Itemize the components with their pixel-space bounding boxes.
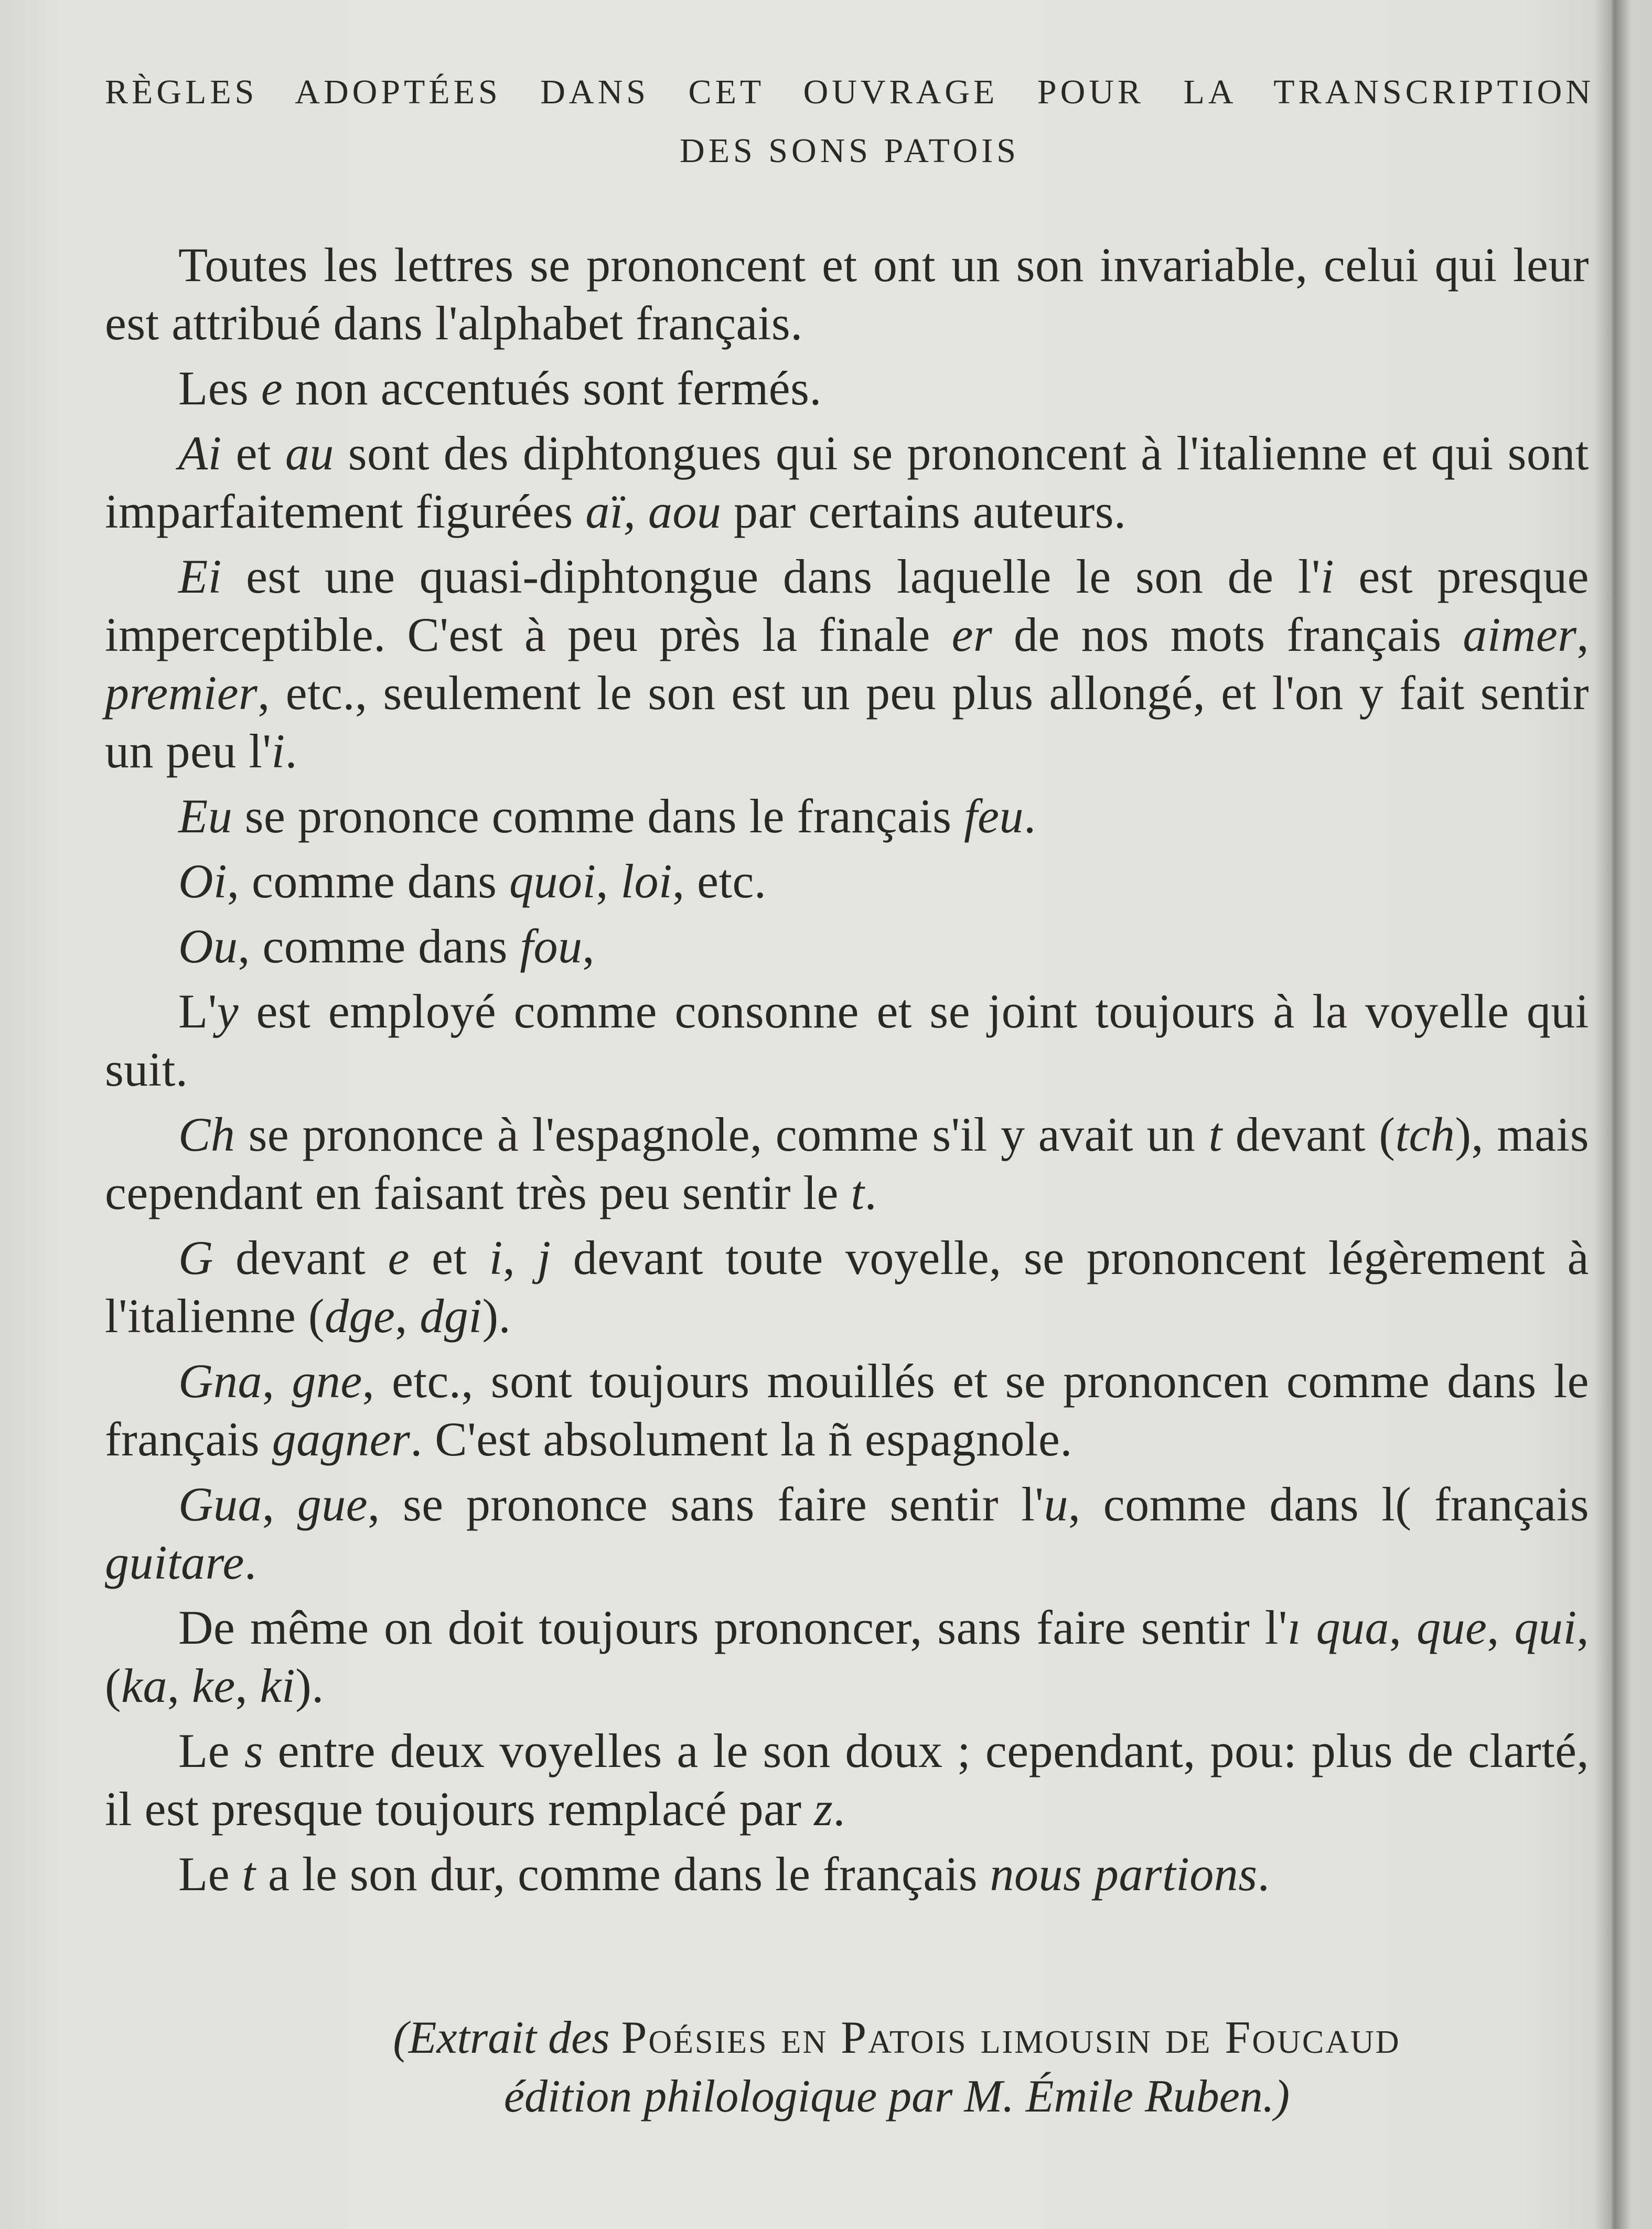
- citation-edition: édition philologique par M. Émile Ruben.): [503, 2071, 1290, 2122]
- italic-term: que: [1417, 1601, 1487, 1654]
- italic-term: i: [489, 1231, 503, 1284]
- text-run: sont des diphtongues qui se prononcent à l'italienne et qui sont imparfaitement figurées: [105, 426, 1589, 538]
- italic-term: aimer: [1463, 608, 1577, 661]
- text-run: .: [1024, 789, 1036, 843]
- text-run: [1301, 1601, 1316, 1654]
- text-run: et: [221, 426, 285, 480]
- rule-paragraph: [105, 982, 1589, 1099]
- rule-paragraph: [105, 1475, 1589, 1592]
- italic-term: u: [1044, 1477, 1068, 1531]
- text-run: ,: [502, 1231, 538, 1284]
- text-run: ), mais cependant en faisant très peu sentir le: [105, 1108, 1590, 1219]
- rule-paragraph: [105, 1845, 1589, 1903]
- text-run: ).: [295, 1659, 324, 1712]
- italic-term: gue: [297, 1477, 368, 1531]
- italic-term: e: [261, 361, 283, 415]
- text-run: et: [409, 1231, 489, 1284]
- rule-paragraph: [105, 1352, 1589, 1469]
- italic-term: feu: [964, 789, 1024, 843]
- italic-term: loi: [620, 854, 673, 908]
- italic-term: nous partions: [990, 1847, 1258, 1901]
- text-run: devant: [213, 1231, 388, 1284]
- text-run: ,: [235, 1659, 260, 1712]
- italic-term: Ei: [178, 550, 222, 603]
- text-run: ,: [262, 1477, 297, 1531]
- heading-line-2: DES SONS PATOIS: [680, 132, 1020, 170]
- citation-work-title: Poésies en Patois limousin de Foucaud: [621, 2012, 1401, 2063]
- text-run: par certains auteurs.: [721, 485, 1127, 538]
- text-run: , se prononce sans faire sentir l': [368, 1477, 1044, 1531]
- italic-term: gne: [292, 1354, 362, 1408]
- text-run: non accentués sont fermés.: [283, 361, 822, 415]
- text-run: Les: [178, 361, 261, 415]
- italic-term: i: [1320, 550, 1335, 603]
- italic-term: z: [814, 1782, 833, 1836]
- italic-term: Eu: [178, 789, 233, 843]
- text-run: .: [244, 1536, 257, 1589]
- italic-term: t: [1208, 1108, 1222, 1161]
- italic-term: Oi: [178, 854, 227, 908]
- italic-term: er: [951, 608, 993, 661]
- heading-line-1: RÈGLES ADOPTÉES DANS CET OUVRAGE POUR LA TRANSCRIPTION: [105, 73, 1594, 111]
- italic-term: Ai: [178, 426, 222, 480]
- italic-term: quoi: [509, 854, 596, 908]
- text-run: a le son dur, comme dans le français: [255, 1847, 990, 1901]
- text-run: .: [1257, 1847, 1270, 1901]
- text-run: ,: [1487, 1601, 1515, 1654]
- text-run: , comme dans: [227, 854, 509, 908]
- italic-term: G: [178, 1231, 213, 1284]
- text-run: . C'est absolument la ñ espagnole.: [410, 1412, 1072, 1466]
- text-run: ,: [167, 1659, 192, 1712]
- italic-term: ı: [1287, 1601, 1301, 1654]
- rule-paragraph: [105, 424, 1589, 541]
- rule-paragraph: [105, 1599, 1589, 1715]
- italic-term: ke: [191, 1659, 235, 1712]
- rule-paragraph: [105, 917, 1589, 976]
- italic-term: qui: [1514, 1601, 1577, 1654]
- text-run: ,: [395, 1289, 420, 1343]
- text-run: ).: [482, 1289, 511, 1343]
- italic-term: fou: [520, 919, 583, 973]
- rule-paragraph: [105, 852, 1589, 910]
- italic-term: t: [242, 1847, 256, 1901]
- italic-term: dge: [325, 1289, 395, 1343]
- text-run: , comme dans l( français: [1068, 1477, 1590, 1531]
- text-run: entre deux voyelles a le son doux ; cependant, pou: plus de clarté, il est presque toujours remplacé par: [105, 1724, 1590, 1836]
- rule-paragraph: [105, 548, 1589, 780]
- citation-open: (Extrait des: [393, 2012, 621, 2063]
- text-run: ,: [582, 919, 595, 973]
- italic-term: s: [244, 1724, 264, 1777]
- rules-body: [105, 236, 1589, 1910]
- italic-term: e: [388, 1231, 410, 1284]
- text-run: devant (: [1222, 1108, 1396, 1161]
- text-run: , etc.: [672, 854, 767, 908]
- italic-term: au: [285, 426, 334, 480]
- italic-term: ki: [260, 1659, 296, 1712]
- text-run: Le: [178, 1724, 244, 1777]
- italic-term: tch: [1395, 1108, 1455, 1161]
- italic-term: ka: [121, 1659, 167, 1712]
- italic-term: Ch: [178, 1108, 235, 1161]
- rule-paragraph: [105, 236, 1589, 352]
- rule-paragraph: [105, 1229, 1589, 1345]
- section-heading: [105, 63, 1594, 180]
- italic-term: gagner: [272, 1412, 411, 1466]
- italic-term: premier: [105, 666, 258, 720]
- text-run: Toutes les lettres se prononcent et ont un son invariable, celui qui leur est attribué dans l'alphabet français.: [105, 238, 1589, 350]
- rule-paragraph: [105, 359, 1589, 417]
- italic-term: guitare: [105, 1536, 244, 1589]
- italic-term: Ou: [178, 919, 238, 973]
- italic-term: y: [217, 984, 239, 1038]
- rule-paragraph: [105, 787, 1589, 845]
- text-run: se prononce comme dans le français: [232, 789, 964, 843]
- text-run: Le: [178, 1847, 242, 1901]
- text-run: se prononce à l'espagnole, comme s'il y avait un: [235, 1108, 1209, 1161]
- text-run: ,: [596, 854, 621, 908]
- text-run: L': [178, 984, 217, 1038]
- italic-term: qua: [1316, 1601, 1389, 1654]
- text-run: de nos mots français: [992, 608, 1463, 661]
- italic-term: Gua: [178, 1477, 262, 1531]
- text-run: .: [864, 1166, 877, 1219]
- italic-term: dgi: [420, 1289, 482, 1343]
- text-run: est presque imperceptible. C'est à peu près la finale: [105, 550, 1589, 661]
- italic-term: t: [851, 1166, 865, 1219]
- italic-term: i: [271, 724, 285, 778]
- italic-term: aï, aou: [585, 485, 722, 538]
- italic-term: j: [537, 1231, 551, 1284]
- text-run: ,: [262, 1354, 292, 1408]
- text-run: , etc., seulement le son est un peu plus allongé, et l'on y fait sentir un peu l': [105, 666, 1589, 778]
- text-run: .: [833, 1782, 845, 1836]
- text-run: ,: [1576, 608, 1589, 661]
- rule-paragraph: [105, 1722, 1589, 1838]
- text-run: , (: [105, 1601, 1589, 1712]
- text-run: est une quasi-diphtongue dans laquelle le son de l': [221, 550, 1321, 603]
- text-run: .: [285, 724, 298, 778]
- text-run: est employé comme consonne et se joint toujours à la voyelle qui suit.: [105, 984, 1589, 1096]
- source-citation: [220, 2009, 1573, 2126]
- text-run: De même on doit toujours prononcer, sans faire sentir l': [178, 1601, 1288, 1654]
- text-run: devant toute voyelle, se prononcent légèrement à l'italienne (: [105, 1231, 1589, 1343]
- italic-term: Gna: [178, 1354, 262, 1408]
- page-fold-shadow: [1594, 0, 1631, 2229]
- rule-paragraph: [105, 1106, 1589, 1222]
- text-run: ,: [1389, 1601, 1417, 1654]
- text-run: , comme dans: [238, 919, 520, 973]
- text-run: , etc., sont toujours mouillés et se prononcen comme dans le français: [105, 1354, 1590, 1466]
